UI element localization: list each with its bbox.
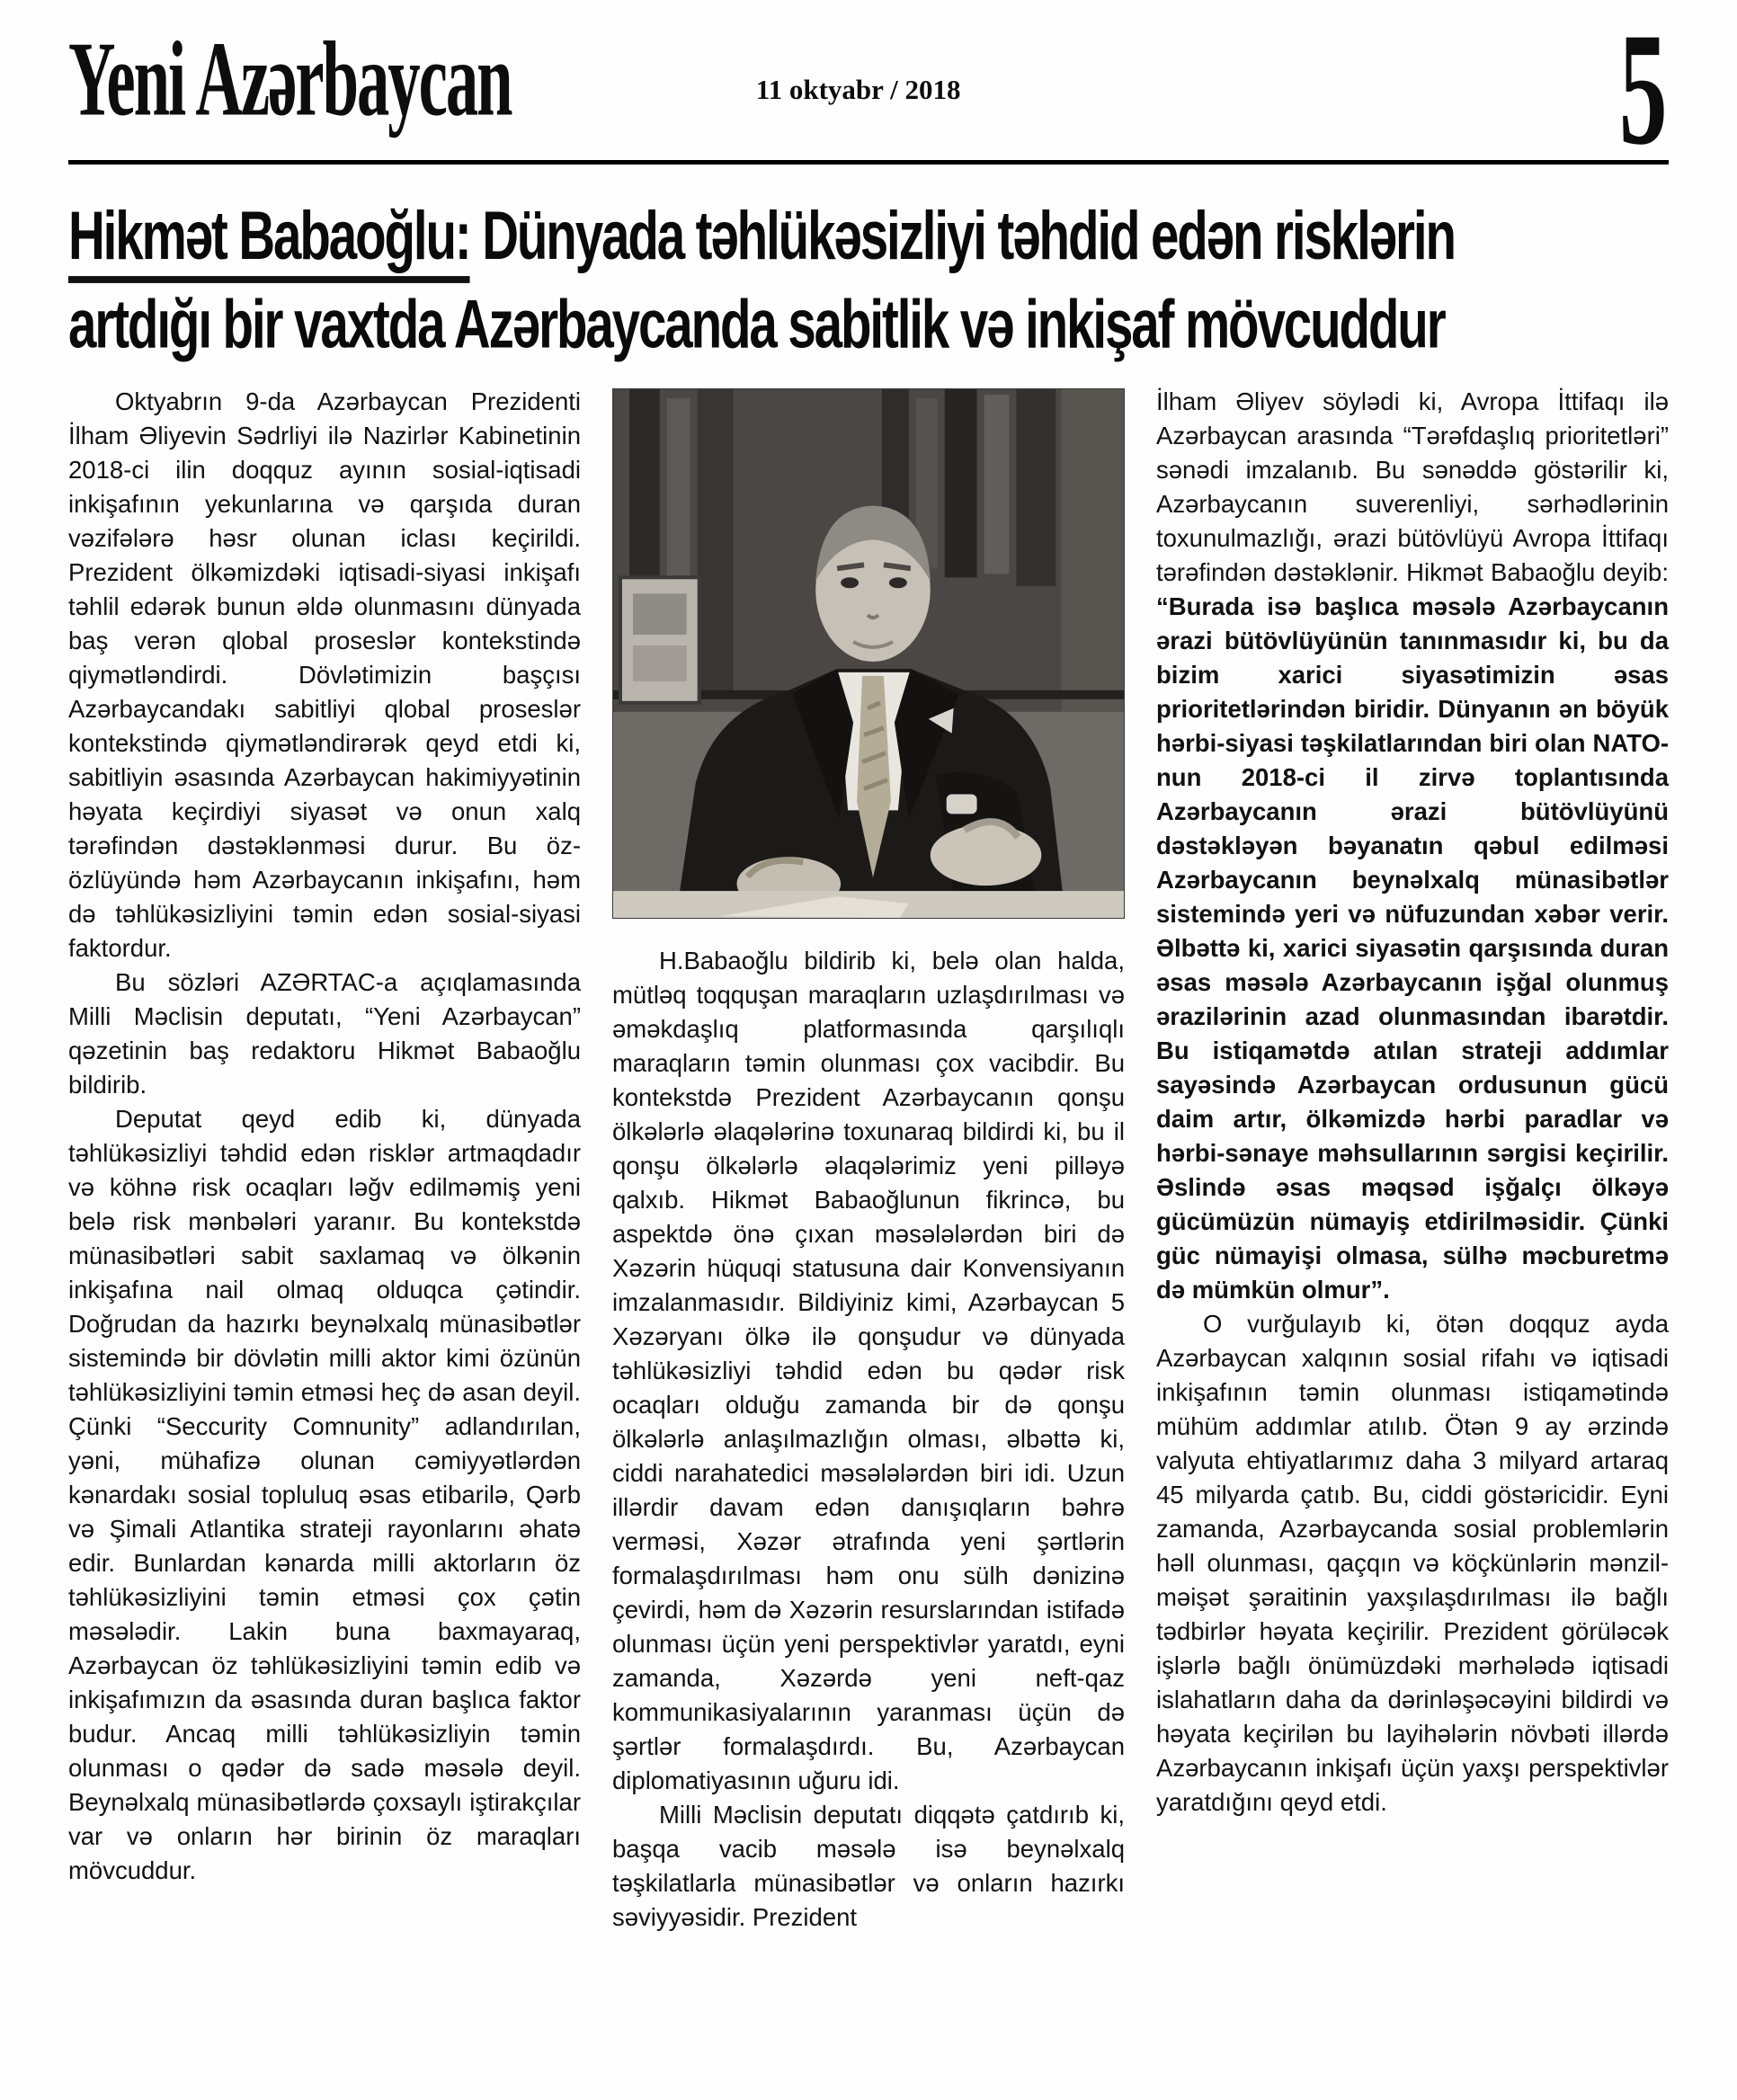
page-number: 5 xyxy=(1618,0,1667,179)
paragraph: Oktyabrın 9-da Azərbaycan Prezidenti İlham Əliyevin Sədrliyi ilə Nazirlər Kabinetinin 2018-ci ilin doqquz ayının sosial-iqtisadi inkişafının yekunlarına və qarşıda duran vəzifələrə həsr olunan iclası keçirildi. Prezident ölkəmizdəki iqtisadi-siyasi inkişafı təhlil edərək bunun əldə olunmasını dünyada baş verən qlobal proseslər kontekstində qiymətləndirdi. Dövlətimizin başçısı Azərbaycandakı sabitliyi qlobal proseslər kontekstində qiymətləndirərək qeyd etdi ki, sabitliyin əsasında Azərbaycan hakimiyyətinin həyata keçirdiyi siyasət və onun xalq tərəfindən dəstəklənməsi durur. Bu öz-özlüyündə həm Azərbaycanın inkişafını, həm də təhlükəsizliyini təmin edən sosial-siyasi faktordur. xyxy=(68,387,581,962)
article-body xyxy=(68,385,1669,1935)
quote-lead-in: İlham Əliyev söylədi ki, Avropa İttifaqı ilə Azərbaycan arasında “Tərəfdaşlıq prioritetləri” sənədi imzalanıb. Bu sənəddə göstərilir ki, Azərbaycanın suverenliyi, sərhədlərinin toxunulmazlığı, ərazi bütövlüyü Avropa İttifaqı tərəfindən dəstəklənir. Hikmət Babaoğlu deyib: xyxy=(1156,387,1669,586)
paragraph: Bu sözləri AZƏRTAC-a açıqlamasında Milli Məclisin deputatı, “Yeni Azərbaycan” qəzetinin baş redaktoru Hikmət Babaoğlu bildirib. xyxy=(68,967,581,1099)
column-3 xyxy=(1156,385,1669,1935)
headline-line-1 xyxy=(68,191,1455,280)
paragraph xyxy=(1156,385,1669,1307)
paragraph: O vurğulayıb ki, ötən doqquz ayda Azərbaycan xalqının sosial rifahı və iqtisadi inkişafının təmin olunması istiqamətində mühüm addımlar atılıb. Ötən 9 ay ərzində valyuta ehtiyatlarımız daha 3 milyard artaraq 45 milyarda çatıb. Bu, ciddi göstəricidir. Eyni zamanda, Azərbaycanda sosial problemlərin həll olunması, qaçqın və köçkünlərin mənzil-məişət şəraitinin yaxşılaşdırılması ilə bağlı tədbirlər həyata keçirilir. Prezident görüləcək işlərlə bağlı önümüzdəki mərhələdə iqtisadi islahatların daha da dərinləşəcəyini bildirdi və həyata keçirilən bu layihələrin növbəti illərdə Azərbaycanın inkişafı üçün yaxşı perspektivlər yaratdığını qeyd etdi. xyxy=(1156,1309,1669,1816)
framed-picture xyxy=(620,577,699,703)
headline-author-name: Hikmət Babaoğlu: xyxy=(68,198,470,283)
paragraph: Milli Məclisin deputatı diqqətə çatdırıb ki, başqa vacib məsələ isə beynəlxalq təşkilatlarla münasibətlər və onların hazırkı səviyyəsidir. Prezident xyxy=(612,1800,1125,1931)
masthead-divider xyxy=(68,160,1669,165)
bold-quote: “Burada isə başlıca məsələ Azərbaycanın ərazi bütövlüyünün tanınmasıdır ki, bu da bizim xarici siyasətimizin əsas prioritetlərindən biridir. Dünyanın ən böyük hərbi-siyasi təşkilatlarından biri olan NATO-nun 2018-ci il zirvə toplantısında Azərbaycanın ərazi bütövlüyünü dəstəkləyən bəyanatın qəbul edilməsi Azərbaycanın beynəlxalq münasibətlər sistemində yeri və nüfuzundan xəbər verir. Əlbəttə ki, xarici siyasətin qarşısında duran əsas məsələ Azərbaycanın işğal olunmuş ərazilərinin azad olunmasından ibarətdir. Bu istiqamətdə atılan strateji addımlar sayəsində Azərbaycan ordusunun gücü daim artır, ölkəmizdə hərbi paradlar və hərbi-sənaye məhsullarının sərgisi keçirilir. Əslində əsas məqsəd işğalçı ölkəyə gücümüzün nümayiş etdirilməsidir. Çünki güc nümayişi olmasa, sülhə məcburetmə də mümkün olmur”. xyxy=(1156,592,1669,1304)
issue-date: 11 oktyabr / 2018 xyxy=(755,74,961,105)
portrait-photo xyxy=(612,388,1125,919)
headline-line-2: artdığı bir vaxtda Azərbaycanda sabitlik və inkişaf mövcuddur xyxy=(68,286,1445,363)
article-headline xyxy=(68,191,1455,369)
column-1 xyxy=(68,385,581,1935)
paragraph: Deputat qeyd edib ki, dünyada təhlükəsizliyi təhdid edən risklər artmaqdadır və köhnə risk ocaqları ləğv edilməmiş yeni belə risk mənbələri yaranır. Bu kontekstdə münasibətləri sabit saxlamaq və ölkənin inkişafına nail olmaq olduqca çətindir. Doğrudan da hazırkı beynəlxalq münasibətlər sistemində bir dövlətin milli aktor kimi özünün təhlükəsizliyini təmin etməsi heç də asan deyil. Çünki “Seccurity Comnunity” adlandırılan, yəni, mühafizə olunan cəmiyyətlərdən kənardakı sosial topluluq əsas etibarilə, Qərb və Şimali Atlantika strateji rayonlarını əhatə edir. Bunlardan kənarda milli aktorların öz təhlükəsizliyini təmin etməsi çox çətin məsələdir. Lakin buna baxmayaraq, Azərbaycan öz təhlükəsizliyini təmin edib və inkişafımızın da əsasında duran başlıca faktor budur. Ancaq milli təhlükəsizliyin təmin olunması o qədər də sadə məsələ deyil. Beynəlxalq münasibətlərdə çoxsaylı iştirakçılar var və onların hər birinin öz maraqları mövcuddur. xyxy=(68,1104,581,1884)
column-2 xyxy=(612,385,1125,1935)
headline-line1-rest: Dünyada təhlükəsizliyi təhdid edən risklərin xyxy=(469,197,1455,274)
paragraph: H.Babaoğlu bildirib ki, belə olan halda, mütləq toqquşan maraqların uzlaşdırılması və əməkdaşlıq platformasında qarşılıqlı maraqların təmin olunması çox vacibdir. Bu kontekstdə Prezident Azərbaycanın qonşu ölkələrlə əlaqələrinə toxunaraq bildirdi ki, bu il qonşu ölkələrlə əlaqələrimiz yeni pilləyə qalxıb. Hikmət Babaoğlunun fikrincə, bu aspektdə önə çıxan məsələlərdən biri də Xəzərin hüquqi statusuna dair Konvensiyanın imzalanmasıdır. Bildiyiniz kimi, Azərbaycan 5 Xəzəryanı ölkə ilə qonşudur və dünyada təhlükəsizliyi təhdid edən bu qədər risk ocaqları olduğu zamanda bir də qonşu ölkələrlə anlaşılmazlığın olması, əlbəttə ki, ciddi narahatedici məsələlərdən biri idi. Uzun illərdir davam edən danışıqların bəhrə verməsi, Xəzər ətrafında yeni şərtlərin formalaşdırılması həm onu sülh dənizinə çevirdi, həm də Xəzərin resurslarından istifadə olunması üçün yeni perspektivlər yaratdı, eyni zamanda, Xəzərdə yeni neft-qaz kommunikasiyalarının yaranması üçün də şərtlər formalaşdırdı. Bu, Azərbaycan diplomatiyasının uğuru idi. xyxy=(612,946,1125,1794)
newspaper-title: Yeni Azərbaycan xyxy=(68,19,512,138)
portrait-photo-illustration xyxy=(613,389,1124,918)
masthead xyxy=(68,0,1669,179)
